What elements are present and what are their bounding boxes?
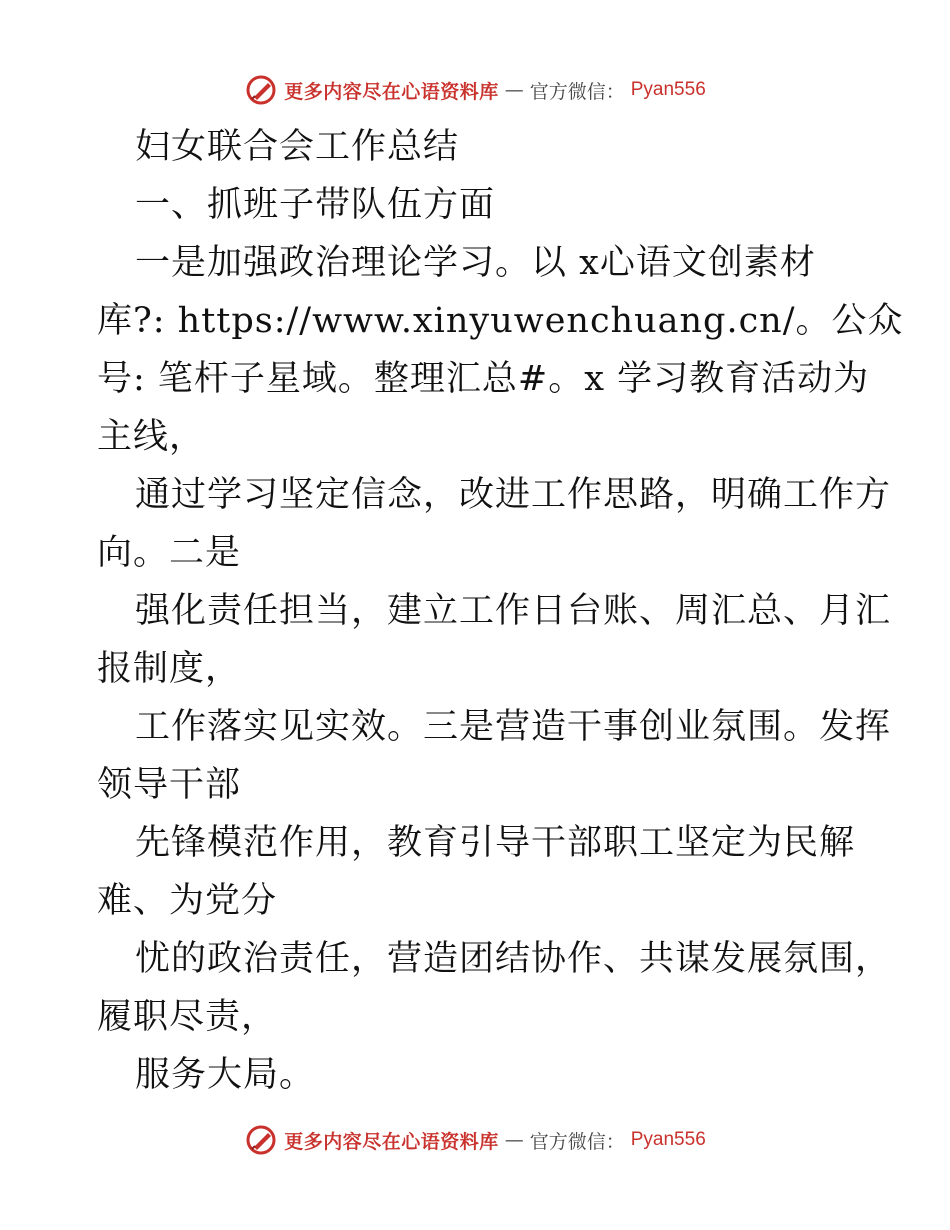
banner-wechat-id: Pyan556 bbox=[630, 79, 706, 100]
section-heading: 一、抓班子带队伍方面 bbox=[135, 185, 496, 225]
document-title: 妇女联合会工作总结 bbox=[135, 127, 460, 167]
body-line: 领导干部 bbox=[97, 765, 242, 805]
body-line: 难、为党分 bbox=[97, 881, 278, 921]
banner-dash: — bbox=[504, 1129, 524, 1151]
body-line: 向。二是 bbox=[97, 533, 242, 573]
body-line: 服务大局。 bbox=[135, 1055, 316, 1095]
banner-official-label: 官方微信： bbox=[529, 1130, 625, 1153]
banner-dash: — bbox=[504, 79, 524, 101]
body-line: 号: 笔杆子星域。整理汇总#。x 学习教育活动为 bbox=[97, 359, 870, 399]
header-watermark-banner bbox=[0, 70, 950, 110]
body-line: 履职尽责， bbox=[97, 997, 278, 1037]
banner-promo-text: 更多内容尽在心语资料库 bbox=[284, 1130, 499, 1153]
body-line: 主线， bbox=[97, 417, 206, 457]
body-line: 工作落实见实效。三是营造干事创业氛围。发挥 bbox=[135, 707, 892, 747]
quill-logo-icon bbox=[244, 73, 278, 107]
body-line: 强化责任担当，建立工作日台账、周汇总、月汇 bbox=[135, 591, 892, 631]
footer-watermark-banner bbox=[0, 1120, 950, 1160]
quill-logo-icon bbox=[244, 1123, 278, 1157]
banner-promo-text: 更多内容尽在心语资料库 bbox=[284, 80, 499, 103]
body-line: 忧的政治责任，营造团结协作、共谋发展氛围， bbox=[135, 939, 892, 979]
body-line: 库?: https://www.xinyuwenchuang.cn/。公众 bbox=[97, 301, 904, 341]
body-line: 通过学习坚定信念，改进工作思路，明确工作方 bbox=[135, 475, 892, 515]
body-line: 先锋模范作用，教育引导干部职工坚定为民解 bbox=[135, 823, 856, 863]
document-body bbox=[97, 118, 904, 1104]
body-line: 报制度， bbox=[97, 649, 242, 689]
banner-official-label: 官方微信： bbox=[529, 80, 625, 103]
banner-wechat-id: Pyan556 bbox=[630, 1129, 706, 1150]
body-line: 一是加强政治理论学习。以 x心语文创素材 bbox=[135, 243, 816, 283]
